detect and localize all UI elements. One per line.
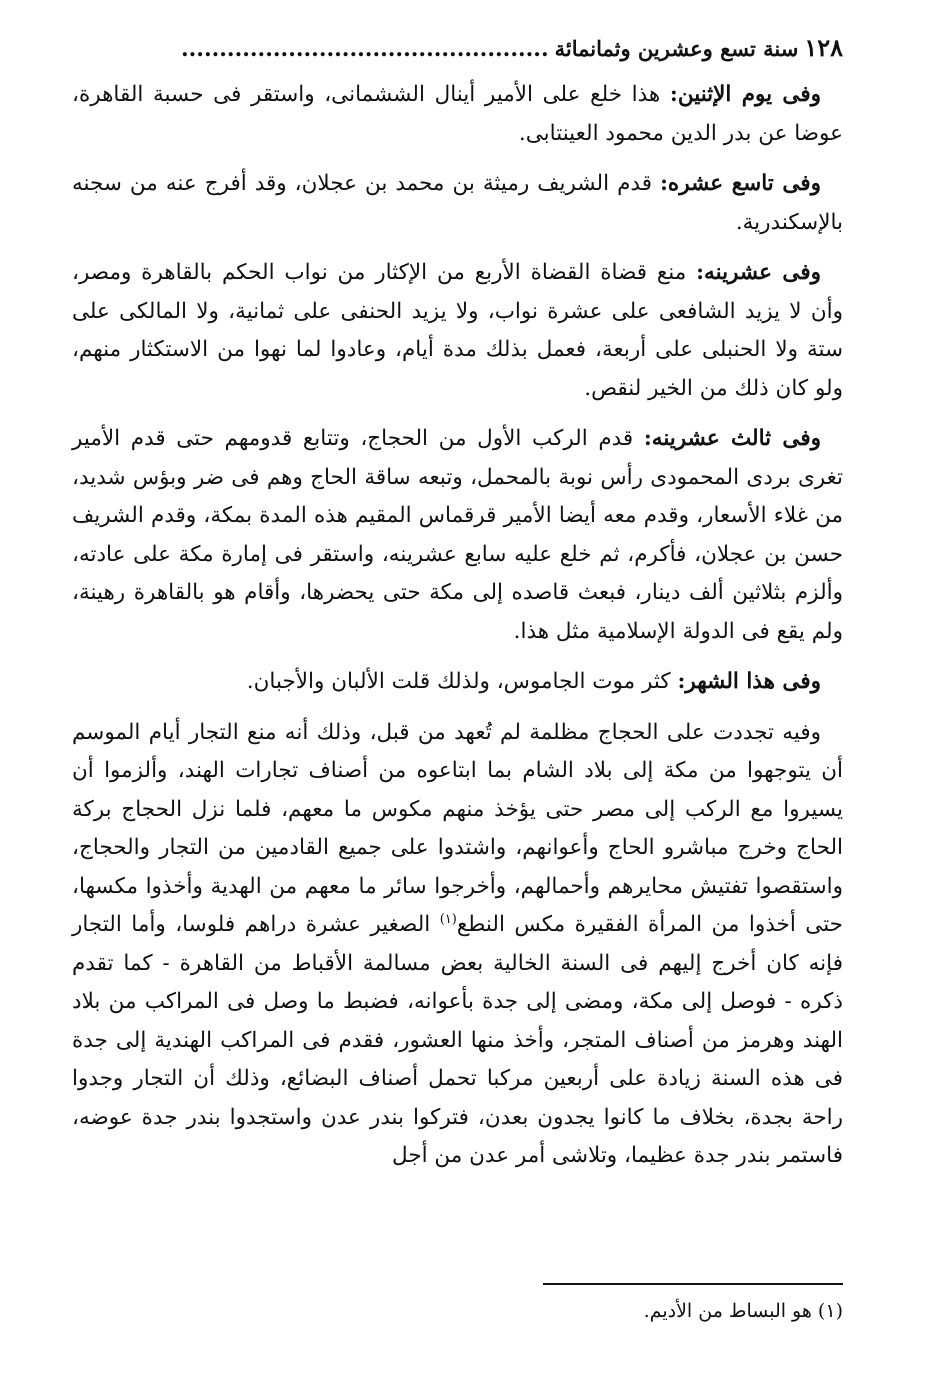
paragraph-lead: وفى تاسع عشره: <box>660 171 821 196</box>
page-number: ١٢٨ <box>804 33 843 62</box>
paragraph-text: قدم الركب الأول من الحجاج، وتتابع قدومهم حتى قدم الأمير تغرى بردى المحمودى رأس نوبة بالمحمل، وتبعه ساقة الحاج وهم فى ضر وبؤس شديد، من غلاء الأسعار، وقدم معه أيضا الأمير قرقماس المقيم هذه المدة بمكة، وقدم الشريف حسن بن عجلان، فأكرم، ثم خلع عليه سابع عشرينه، واستقر فى إمارة مكة على عادته، وألزم بثلاثين ألف دينار، فبعث قاصده إلى مكة حتى يحضرها، وأقام هو بالقاهرة رهينة، ولم يقع فى الدولة الإسلامية مثل هذا. <box>72 426 843 644</box>
footnote-divider <box>543 1283 843 1285</box>
page-body <box>72 76 843 1176</box>
footnote-reference[interactable]: (١) <box>439 911 457 927</box>
paragraph-pilgrims-tax <box>72 714 843 1176</box>
paragraph-lead: وفى هذا الشهر: <box>677 669 821 694</box>
book-page <box>72 28 843 1360</box>
paragraph-lead: وفى عشرينه: <box>696 260 821 285</box>
footnote: (١) هو البساط من الأديم. <box>643 1300 843 1322</box>
paragraph-text: قدم الشريف رميثة بن محمد بن عجلان، وقد أفرج عنه من سجنه بالإسكندرية. <box>72 171 843 235</box>
paragraph-text: هذا خلع على الأمير أينال الششمانى، واستقر فى حسبة القاهرة، عوضا عن بدر الدين محمود العينتابى. <box>72 82 843 146</box>
running-header <box>72 28 843 68</box>
paragraph-lead: وفى يوم الإثنين: <box>669 82 821 107</box>
running-title: سنة تسع وعشرين وثمانمائة <box>554 36 799 61</box>
paragraph-twentieth <box>72 254 843 408</box>
paragraph-nineteenth <box>72 165 843 242</box>
paragraph-text: وفيه تجددت على الحجاج مظلمة لم تُعهد من قبل، وذلك أنه منع التجار أيام الموسم أن يتوجهوا من مكة إلى بلاد الشام بما ابتاعوه من أصناف تجارات الهند، وألزموا أن يسيروا مع الركب إلى مصر حتى يؤخذ منهم مكوس ما معهم، فلما نزل الحجاج بركة الحاج وخرج مباشرو الحاج وأعوانهم، واشتدوا على جميع القادمين من التجار والحجاج، واستقصوا تفتيش محايرهم وأحمالهم، وأخرجوا سائر ما معهم من الهدية وأخذوا مكسها، حتى أخذوا من المرأة الفقيرة مكس النطع <box>72 719 843 937</box>
paragraph-text: منع قضاة القضاة الأربع من الإكثار من نواب الحكم بالقاهرة ومصر، وأن لا يزيد الشافعى على عشرة نواب، ولا يزيد الحنفى على ثمانية، ولا المالكى على ستة ولا الحنبلى على أربعة، فعمل بذلك مدة أيام، وعادوا لما نهوا من الاستكثار منهم، ولو كان ذلك من الخير لنقص. <box>72 260 843 401</box>
paragraph-text-continued: الصغير عشرة دراهم فلوسا، وأما التجار فإنه كان أخرج إليهم فى السنة الخالية بعض مسالمة الأقباط من القاهرة - كما تقدم ذكره - فوصل إلى مكة، ومضى إلى جدة بأعوانه، فضبط ما وصل فى المراكب من بلاد الهند وهرمز من أصناف المتجر، وأخذ منها العشور، فقدم فى المراكب الهندية إلى جدة فى هذه السنة زيادة على أربعين مركبا تحمل أصناف البضائع، وذلك أن التجار وجدوا راحة بجدة، بخلاف ما كانوا يجدون بعدن، فتركوا بندر عدن واستجدوا بندر جدة عوضه، فاستمر بندر جدة عظيما، وتلاشى أمر عدن من أجل <box>72 912 843 1168</box>
paragraph-lead: وفى ثالث عشرينه: <box>643 426 821 451</box>
paragraph-this-month <box>72 663 843 702</box>
paragraph-twenty-third <box>72 420 843 651</box>
paragraph-monday <box>72 76 843 153</box>
paragraph-text: كثر موت الجاموس، ولذلك قلت الألبان والأجبان. <box>246 669 671 694</box>
header-leader-dots: ................................................ <box>180 36 549 62</box>
